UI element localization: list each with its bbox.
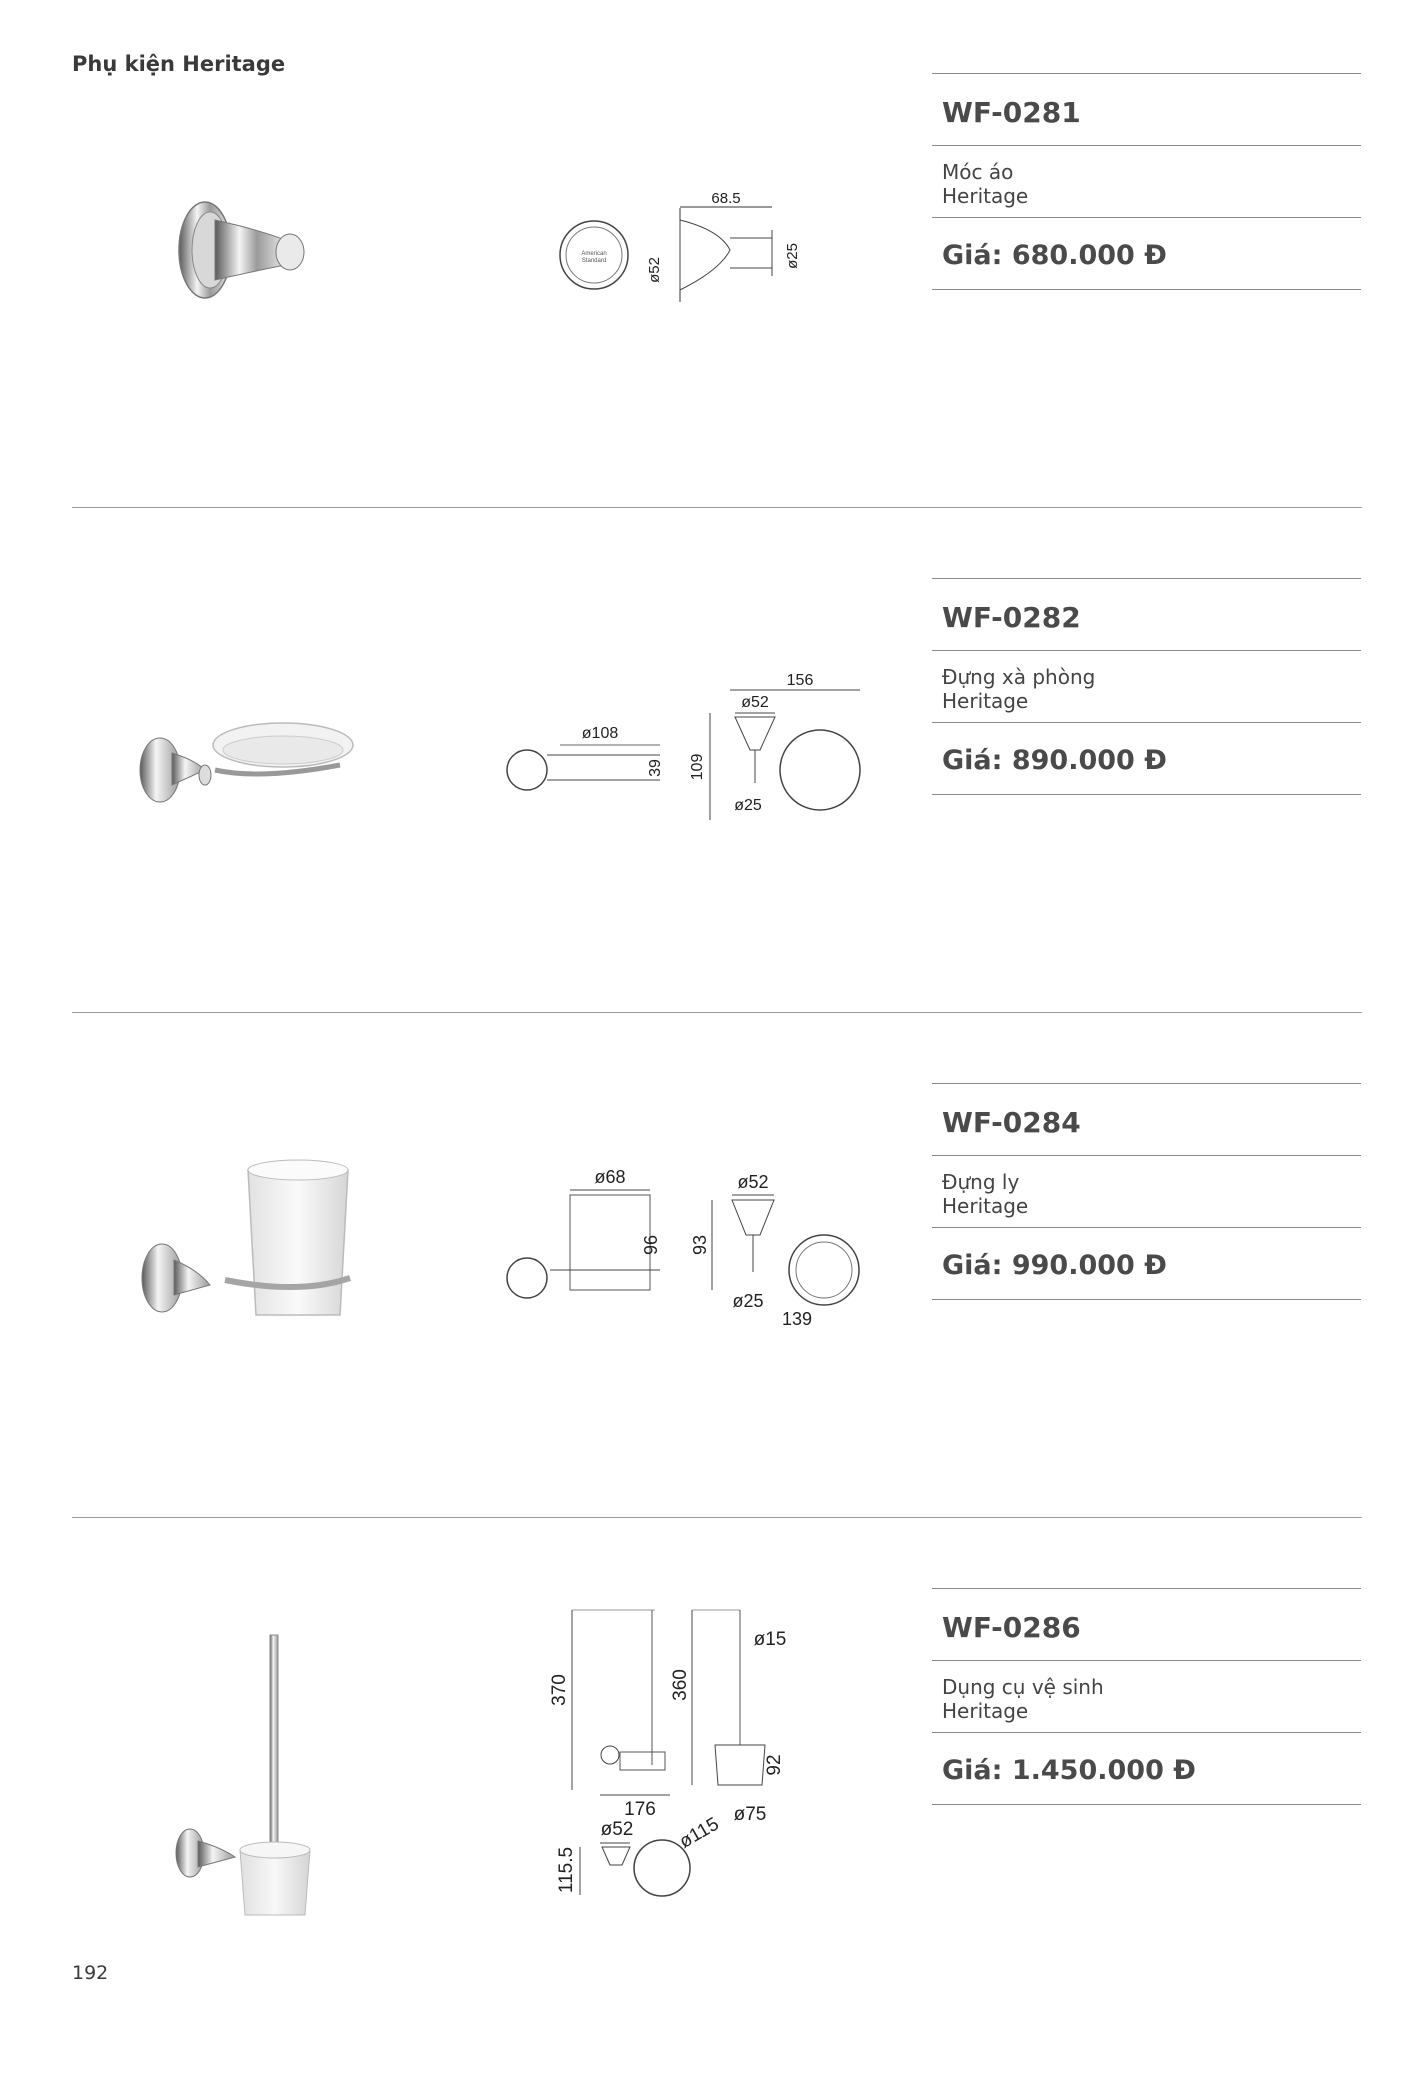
product-price: Giá: 1.450.000 Đ: [942, 1755, 1196, 1786]
dimension-label: ø68: [594, 1167, 626, 1187]
dimension-label: 139: [781, 1309, 813, 1329]
section-divider: [72, 507, 1362, 508]
product-wf-0281: [0, 80, 1428, 580]
product-collection: Heritage: [942, 689, 1029, 713]
product-info: [932, 578, 1361, 795]
product-price: Giá: 680.000 Đ: [942, 240, 1167, 271]
product-name: Dụng cụ vệ sinh: [942, 1675, 1104, 1699]
dimension-label: 109: [689, 753, 706, 781]
dimension-label: 68.5: [711, 190, 741, 207]
dimension-label: ø108: [581, 725, 619, 742]
product-photo: [110, 80, 400, 560]
product-name: Móc áo: [942, 160, 1014, 184]
dimension-label: ø52: [600, 1819, 634, 1840]
product-info: [932, 73, 1361, 290]
product-collection: Heritage: [942, 184, 1029, 208]
dimension-label: 115.5: [556, 1846, 577, 1894]
product-price: Giá: 890.000 Đ: [942, 745, 1167, 776]
technical-drawing: [480, 585, 900, 1065]
section-divider: [72, 1517, 1362, 1518]
dimension-label: ø52: [741, 694, 769, 711]
dimension-label: 39: [647, 759, 664, 777]
dimension-label: ø52: [646, 257, 663, 283]
dimension-label: 92: [764, 1754, 785, 1776]
svg-text:American: American: [581, 251, 607, 257]
page-number: 192: [72, 1962, 109, 1984]
product-description: [932, 146, 1361, 217]
product-photo: [110, 1090, 400, 1570]
svg-text:Standard: Standard: [581, 258, 607, 264]
product-description: [932, 651, 1361, 722]
technical-drawing: [480, 1595, 900, 2075]
product-name: Đựng ly: [942, 1170, 1020, 1194]
product-code: WF-0286: [942, 1611, 1081, 1644]
dimension-label: 360: [670, 1669, 691, 1701]
technical-drawing: [480, 1090, 900, 1570]
dimension-label: 370: [549, 1674, 570, 1706]
product-wf-0286: [0, 1595, 1428, 2095]
dimension-label: ø25: [784, 243, 801, 269]
product-collection: Heritage: [942, 1194, 1029, 1218]
product-description: [932, 1661, 1361, 1732]
dimension-label: 156: [786, 672, 814, 689]
product-collection: Heritage: [942, 1699, 1029, 1723]
product-wf-0284: [0, 1090, 1428, 1590]
product-description: [932, 1156, 1361, 1227]
dimension-label: ø25: [734, 797, 762, 814]
dimension-label: 96: [641, 1234, 661, 1256]
product-price: Giá: 990.000 Đ: [942, 1250, 1167, 1281]
product-code: WF-0282: [942, 601, 1081, 634]
product-code: WF-0284: [942, 1106, 1081, 1139]
dimension-label: ø75: [733, 1804, 767, 1825]
dimension-label: 176: [624, 1799, 656, 1820]
dimension-label: ø25: [732, 1291, 764, 1311]
dimension-label: ø52: [737, 1172, 769, 1192]
product-name: Đựng xà phòng: [942, 665, 1096, 689]
dimension-label: 93: [690, 1234, 710, 1256]
product-code: WF-0281: [942, 96, 1081, 129]
product-info: [932, 1588, 1361, 1805]
section-title: Phụ kiện Heritage: [72, 52, 286, 76]
dimension-label: ø15: [753, 1629, 787, 1650]
section-divider: [72, 1012, 1362, 1013]
product-photo: [110, 1595, 400, 2075]
product-photo: [110, 585, 400, 1065]
technical-drawing: [480, 80, 900, 560]
dimension-label: ø115: [675, 1813, 723, 1853]
product-wf-0282: [0, 585, 1428, 1085]
product-info: [932, 1083, 1361, 1300]
